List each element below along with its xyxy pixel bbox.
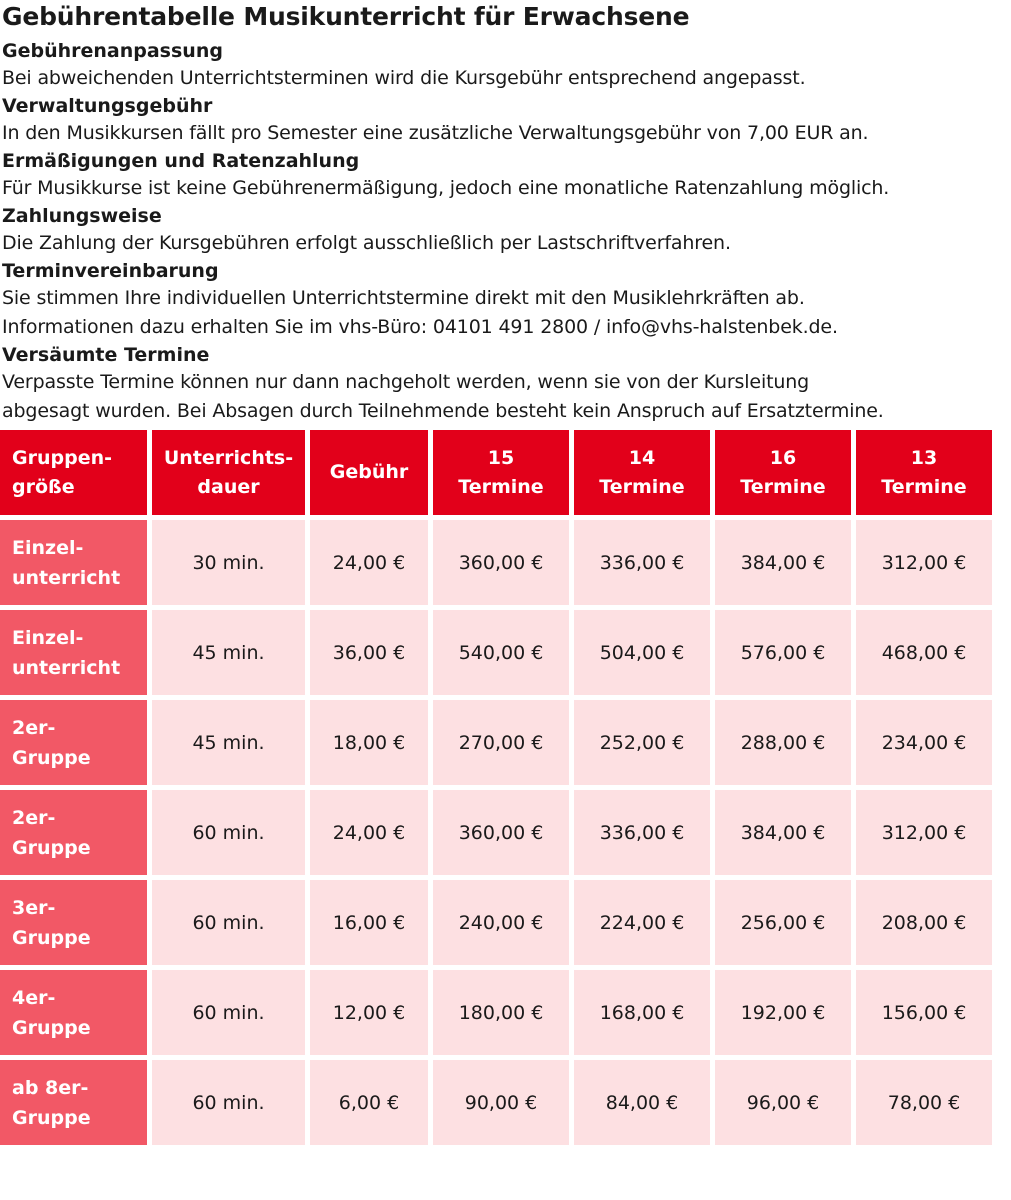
section-heading: Ermäßigungen und Ratenzahlung bbox=[2, 150, 360, 172]
value-cell: 156,00 € bbox=[856, 970, 992, 1055]
table-row bbox=[0, 880, 992, 965]
section-heading: Gebührenanpassung bbox=[2, 40, 223, 62]
value-cell: 224,00 € bbox=[574, 880, 710, 965]
value-cell: 360,00 € bbox=[433, 520, 569, 605]
column-header bbox=[0, 430, 147, 515]
value-cell: 84,00 € bbox=[574, 1060, 710, 1145]
value-cell: 36,00 € bbox=[310, 610, 428, 695]
column-header bbox=[433, 430, 569, 515]
section-text-line: Die Zahlung der Kursgebühren erfolgt ausschließlich per Lastschriftverfahren. bbox=[2, 232, 731, 254]
value-cell: 60 min. bbox=[152, 790, 305, 875]
section-heading: Terminvereinbarung bbox=[2, 260, 219, 282]
column-header bbox=[152, 430, 305, 515]
column-header-text: Termine bbox=[740, 475, 826, 498]
group-size-text: 4er- bbox=[12, 986, 56, 1009]
table-header-row bbox=[0, 430, 992, 515]
value-cell: 24,00 € bbox=[310, 520, 428, 605]
column-header-text: Termine bbox=[458, 475, 544, 498]
column-header-text: 13 bbox=[910, 446, 938, 469]
value-cell: 360,00 € bbox=[433, 790, 569, 875]
section-text-line: abgesagt wurden. Bei Absagen durch Teilnehmende besteht kein Anspruch auf Ersatztermine. bbox=[2, 400, 884, 422]
group-size-text: 2er- bbox=[12, 716, 56, 739]
section-text bbox=[0, 229, 1011, 258]
value-cell: 468,00 € bbox=[856, 610, 992, 695]
section-heading: Zahlungsweise bbox=[2, 205, 162, 227]
column-header-text: größe bbox=[12, 475, 75, 498]
value-cell: 256,00 € bbox=[715, 880, 851, 965]
value-cell: 336,00 € bbox=[574, 520, 710, 605]
info-section bbox=[0, 38, 1011, 93]
column-header bbox=[715, 430, 851, 515]
value-cell: 30 min. bbox=[152, 520, 305, 605]
section-text bbox=[0, 368, 1011, 426]
group-size-text: 3er- bbox=[12, 896, 56, 919]
table-row bbox=[0, 790, 992, 875]
section-text bbox=[0, 119, 1011, 148]
group-size-cell bbox=[0, 1060, 147, 1145]
value-cell: 270,00 € bbox=[433, 700, 569, 785]
value-cell: 60 min. bbox=[152, 1060, 305, 1145]
value-cell: 234,00 € bbox=[856, 700, 992, 785]
group-size-text: 2er- bbox=[12, 806, 56, 829]
value-cell: 45 min. bbox=[152, 610, 305, 695]
section-text-line: Informationen dazu erhalten Sie im vhs-Büro: 04101 491 2800 / info@vhs-halstenbek.de. bbox=[2, 316, 838, 338]
value-cell: 288,00 € bbox=[715, 700, 851, 785]
value-cell: 78,00 € bbox=[856, 1060, 992, 1145]
table-body bbox=[0, 520, 992, 1145]
section-text-line: Für Musikkurse ist keine Gebührenermäßigung, jedoch eine monatliche Ratenzahlung möglich. bbox=[2, 177, 890, 199]
group-size-text: ab 8er- bbox=[12, 1076, 89, 1099]
info-section bbox=[0, 203, 1011, 258]
value-cell: 90,00 € bbox=[433, 1060, 569, 1145]
section-text-line: Verpasste Termine können nur dann nachgeholt werden, wenn sie von der Kursleitung bbox=[2, 371, 810, 393]
fee-table bbox=[0, 425, 997, 1150]
value-cell: 12,00 € bbox=[310, 970, 428, 1055]
value-cell: 252,00 € bbox=[574, 700, 710, 785]
value-cell: 336,00 € bbox=[574, 790, 710, 875]
column-header bbox=[856, 430, 992, 515]
value-cell: 540,00 € bbox=[433, 610, 569, 695]
value-cell: 240,00 € bbox=[433, 880, 569, 965]
group-size-cell bbox=[0, 880, 147, 965]
column-header-text: Gebühr bbox=[329, 461, 409, 483]
group-size-cell bbox=[0, 700, 147, 785]
column-header-text: Unterrichts- bbox=[163, 446, 294, 469]
page-title: Gebührentabelle Musikunterricht für Erwachsene bbox=[2, 2, 690, 31]
section-text-line: In den Musikkursen fällt pro Semester eine zusätzliche Verwaltungsgebühr von 7,00 EUR an. bbox=[2, 122, 869, 144]
value-cell: 24,00 € bbox=[310, 790, 428, 875]
value-cell: 96,00 € bbox=[715, 1060, 851, 1145]
value-cell: 504,00 € bbox=[574, 610, 710, 695]
group-size-text: Gruppe bbox=[12, 1106, 91, 1129]
section-text-line: Bei abweichenden Unterrichtsterminen wird die Kursgebühr entsprechend angepasst. bbox=[2, 67, 806, 89]
column-header-text: 15 bbox=[487, 446, 515, 469]
column-header bbox=[310, 430, 428, 515]
value-cell: 18,00 € bbox=[310, 700, 428, 785]
group-size-cell bbox=[0, 970, 147, 1055]
table-row bbox=[0, 700, 992, 785]
table-row bbox=[0, 1060, 992, 1145]
info-section bbox=[0, 148, 1011, 203]
table-row bbox=[0, 520, 992, 605]
info-section bbox=[0, 258, 1011, 342]
column-header bbox=[574, 430, 710, 515]
value-cell: 192,00 € bbox=[715, 970, 851, 1055]
section-heading: Versäumte Termine bbox=[2, 344, 210, 366]
group-size-text: Gruppe bbox=[12, 836, 91, 859]
group-size-cell bbox=[0, 610, 147, 695]
column-header-text: Termine bbox=[599, 475, 685, 498]
column-header-text: dauer bbox=[197, 475, 260, 498]
info-section bbox=[0, 93, 1011, 148]
section-text bbox=[0, 284, 1011, 342]
section-text bbox=[0, 64, 1011, 93]
group-size-text: Gruppe bbox=[12, 1016, 91, 1039]
value-cell: 312,00 € bbox=[856, 790, 992, 875]
column-header-text: 16 bbox=[769, 446, 797, 469]
column-header-text: 14 bbox=[628, 446, 656, 469]
table-row bbox=[0, 970, 992, 1055]
value-cell: 180,00 € bbox=[433, 970, 569, 1055]
group-size-cell bbox=[0, 520, 147, 605]
group-size-text: Einzel- bbox=[12, 536, 84, 559]
table-row bbox=[0, 610, 992, 695]
column-header-text: Termine bbox=[881, 475, 967, 498]
value-cell: 208,00 € bbox=[856, 880, 992, 965]
group-size-text: unterricht bbox=[12, 656, 121, 679]
value-cell: 60 min. bbox=[152, 970, 305, 1055]
value-cell: 60 min. bbox=[152, 880, 305, 965]
value-cell: 45 min. bbox=[152, 700, 305, 785]
value-cell: 6,00 € bbox=[310, 1060, 428, 1145]
column-header-text: Gruppen- bbox=[12, 446, 112, 469]
value-cell: 384,00 € bbox=[715, 520, 851, 605]
info-section bbox=[0, 342, 1011, 426]
value-cell: 384,00 € bbox=[715, 790, 851, 875]
section-text bbox=[0, 174, 1011, 203]
value-cell: 312,00 € bbox=[856, 520, 992, 605]
section-heading: Verwaltungsgebühr bbox=[2, 95, 213, 117]
info-sections bbox=[0, 38, 1011, 426]
group-size-text: Gruppe bbox=[12, 926, 91, 949]
group-size-text: unterricht bbox=[12, 566, 121, 589]
section-text-line: Sie stimmen Ihre individuellen Unterrichtstermine direkt mit den Musiklehrkräften ab. bbox=[2, 287, 805, 309]
group-size-text: Einzel- bbox=[12, 626, 84, 649]
value-cell: 168,00 € bbox=[574, 970, 710, 1055]
group-size-text: Gruppe bbox=[12, 746, 91, 769]
value-cell: 576,00 € bbox=[715, 610, 851, 695]
group-size-cell bbox=[0, 790, 147, 875]
value-cell: 16,00 € bbox=[310, 880, 428, 965]
